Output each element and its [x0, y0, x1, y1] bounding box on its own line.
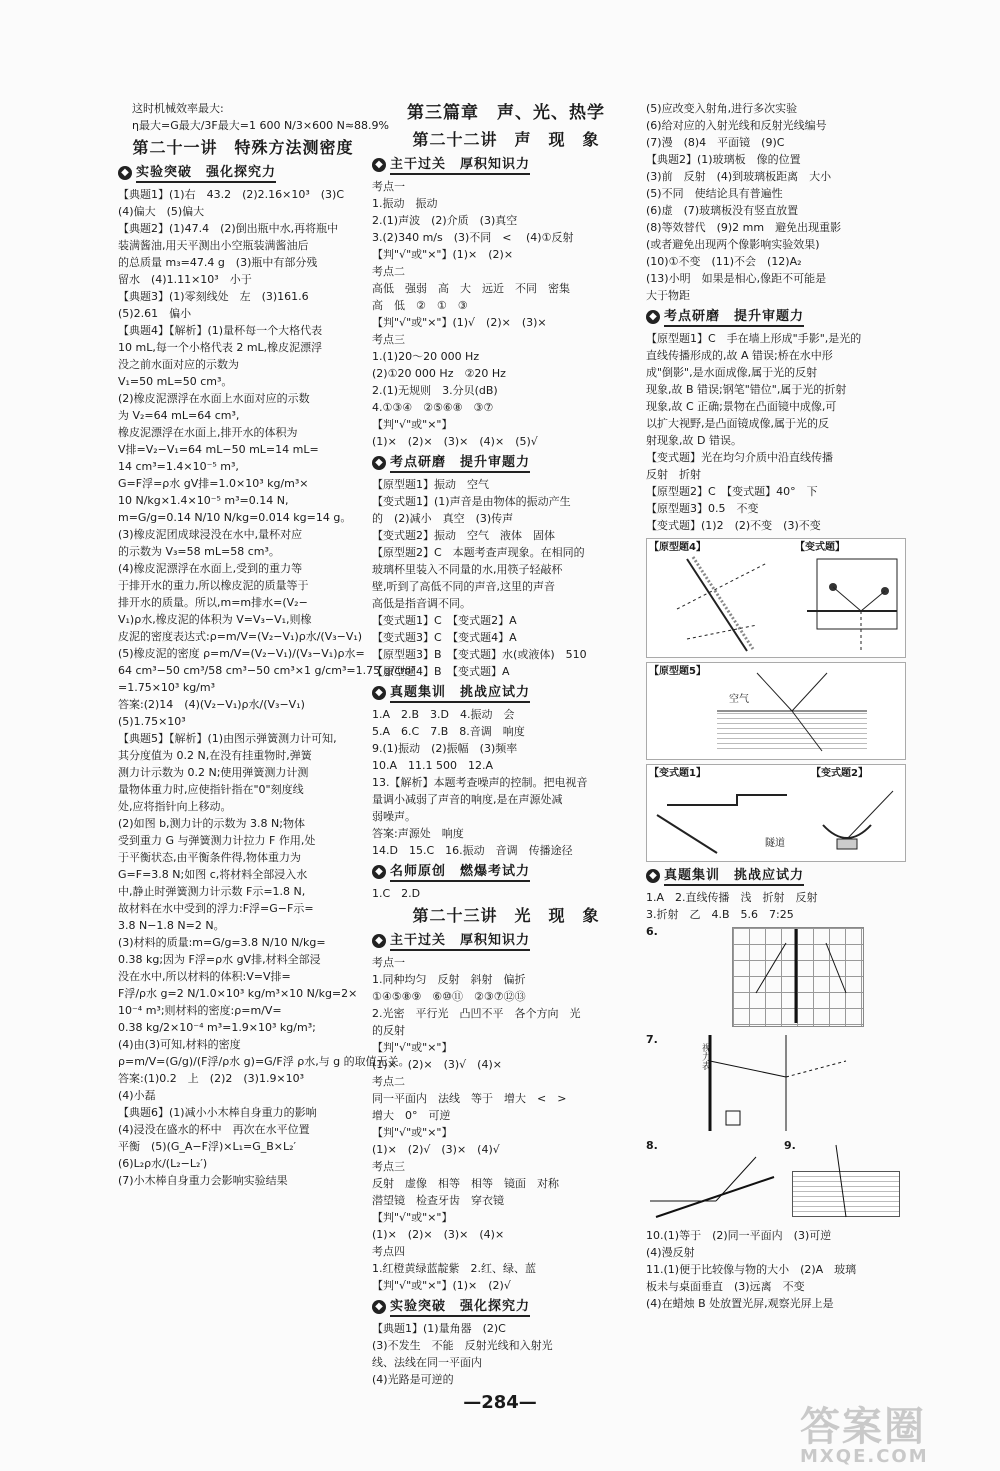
diamond-icon: ◆ [372, 686, 386, 700]
text-line: ρ=m/V=(G/g)/(F浮/ρ水 g)=G/F浮 ρ水,与 g 的取值无关。 [118, 1055, 410, 1068]
text-line: 于平衡状态,由平衡条件得,物体重力为 [118, 851, 301, 864]
answer-lines [646, 889, 906, 923]
section-banner: ◆ 名师原创 燃爆考试力 [372, 862, 640, 882]
text-line: 玻璃杯里装入不同量的水,用筷子轻敲杯 [372, 563, 563, 576]
text-line: 【原型题2】C 【变式题】40° 下 [646, 485, 818, 498]
text-line: 考点二 [372, 265, 405, 278]
text-line: (3)不发生 不能 反射光线和入射光 [372, 1339, 553, 1352]
diamond-icon: ◆ [372, 158, 386, 172]
text-line: 【典题5】【解析】(1)由图示弹簧测力计可知, [118, 732, 337, 745]
text-line: 量物体重力时,应使指针指在"0"刻度线 [118, 783, 304, 796]
answer-lines [646, 330, 906, 534]
text-line: 【原型题2】C 本题考查声现象。在相同的 [372, 546, 585, 559]
text-line: 现象,故 B 错误;钢笔"错位",属于光的折射 [646, 383, 847, 396]
section-banner: ◆ 主干过关 厚积知识力 [372, 155, 640, 175]
text-line: 考点一 [372, 956, 405, 969]
text-line: 皮泥的密度表达式:ρ=m/V=(V₂−V₁)ρ水/(V₃−V₁) [118, 630, 363, 643]
diamond-icon: ◆ [118, 166, 132, 180]
text-line: 2.光密 平行光 凸凹不平 各个方向 光 [372, 1007, 581, 1020]
text-line: 射现象,故 D 错误。 [646, 434, 742, 447]
text-line: 2.(1)声波 (2)介质 (3)真空 [372, 214, 518, 227]
text-line: 留水 (4)1.11×10³ 小于 [118, 273, 252, 286]
text-line: 【判"√"或"×"】(1)× (2)√ [372, 1279, 511, 1292]
text-line: 【变式题3】C 【变式题4】A [372, 631, 517, 644]
text-line: 11.(1)便于比较像与物的大小 (2)A 玻璃 [646, 1263, 857, 1276]
q6-ray-diagram [646, 923, 906, 1031]
text-line: 同一平面内 法线 等于 增大 < > [372, 1092, 567, 1105]
text-line: 10⁻⁴ m³;则材料的密度:ρ=m/V= [118, 1004, 282, 1017]
text-line: 【判"√"或"×"】 [372, 1041, 453, 1054]
q8-q9-diagram [646, 1137, 906, 1227]
text-line: 3.(2)340 m/s (3)不同 < (4)①反射 [372, 231, 574, 244]
text-line: 成"倒影",是水面成像,属于光的反射 [646, 366, 818, 379]
text-line: 【原型题4】B 【变式题】A [372, 665, 510, 678]
text-line: 平衡 (5)(G_A−F浮)×L₁=G_B×L₂′ [118, 1140, 297, 1153]
text-line: 【变式题1】(1)声音是由物体的振动产生 [372, 495, 571, 508]
text-line: 没之前水面对应的示数为 [118, 358, 239, 371]
text-line: G=F浮=ρ水 gV排=1.0×10³ kg/m³× [118, 477, 309, 490]
text-line: (3)前 反射 (4)到玻璃板距离 大小 [646, 170, 832, 183]
text-line: G=F=3.8 N;如图 c,将材料全部浸入水 [118, 868, 308, 881]
text-line: 没在水中,所以材料的体积:V=V排= [118, 970, 291, 983]
text-line: 【判"√"或"×"】(1)× (2)× [372, 248, 514, 261]
section-banner: ◆ 实验突破 强化探究力 [372, 1297, 640, 1317]
text-line: 的示数为 V₃=58 mL=58 cm³。 [118, 545, 280, 558]
figure-q6: 6. [646, 923, 906, 1031]
text-line: 【判"√"或"×"】(1)√ (2)× (3)× [372, 316, 547, 329]
text-line: 【原型题1】振动 空气 [372, 478, 489, 491]
text-line: 以扩大视野,是凸面镜成像,属于光的反 [646, 417, 829, 430]
diamond-icon: ◆ [646, 869, 660, 883]
text-line: 大于物距 [646, 289, 690, 302]
q7-ray-diagram [646, 1031, 906, 1137]
chapter-title: 第三篇章 声、光、热学 [407, 103, 605, 123]
text-line: 答案:(2)14 (4)(V₂−V₁)ρ水/(V₃−V₁) [118, 698, 305, 711]
answer-lines [372, 885, 640, 902]
text-line: (4)由(3)可知,材料的密度 [118, 1038, 241, 1051]
text-line: V₁=50 mL=50 cm³。 [118, 375, 233, 388]
text-line: 考点四 [372, 1245, 405, 1258]
section-banner: ◆ 考点研磨 提升审题力 [646, 307, 906, 327]
answer-lines [372, 1320, 640, 1388]
text-line: (1)× (2)× (3)× (4)× (5)√ [372, 435, 538, 448]
text-line: (1)× (2)√ (3)× (4)√ [372, 1143, 500, 1156]
page-number: —284— [463, 1392, 537, 1413]
figure-variants: 【变式题1】 【变式题2】 隧道 [646, 764, 906, 862]
text-line: 这时机械效率最大: [132, 102, 224, 115]
text-line: m=G/g=0.14 N/10 N/kg=0.014 kg=14 g。 [118, 511, 352, 524]
text-line: 处,应将指针向上移动。 [118, 800, 232, 813]
text-line: (4)偏大 (5)偏大 [118, 205, 205, 218]
text-line: 现象,故 C 正确;景物在凸面镜中成像,可 [646, 400, 837, 413]
lecture-23-title: 第二十三讲 光 现 象 [412, 906, 600, 925]
text-line: (4)光路是可逆的 [372, 1373, 454, 1386]
diamond-icon: ◆ [372, 456, 386, 470]
text-line: (2)如图 b,测力计的示数为 3.8 N;物体 [118, 817, 305, 830]
text-line: 橡皮泥漂浮在水面上,排开水的体积为 [118, 426, 298, 439]
text-line: 考点二 [372, 1075, 405, 1088]
text-line: 1.(1)20～20 000 Hz [372, 350, 480, 363]
mirror-diagram [647, 539, 905, 655]
text-line: 【变式题】光在均匀介质中沿直线传播 [646, 451, 833, 464]
text-line: (8)等效替代 (9)2 mm 避免出现重影 [646, 221, 842, 234]
watermark-logo: 答案圈 MXQE.COM [800, 1404, 929, 1467]
text-line: 其分度值为 0.2 N,在没有挂重物时,弹簧 [118, 749, 312, 762]
text-line: (4)小磊 [118, 1089, 156, 1102]
text-line: 考点一 [372, 180, 405, 193]
text-line: 的反射 [372, 1024, 405, 1037]
text-line: 【原型题1】C 手在墙上形成"手影",是光的 [646, 332, 862, 345]
text-line: 排开水的质量。所以,m=m排水=(V₂− [118, 596, 308, 609]
section-banner: ◆ 考点研磨 提升审题力 [372, 453, 640, 473]
text-line: 10.(1)等于 (2)同一平面内 (3)可逆 [646, 1229, 832, 1242]
text-line: 【典题3】(1)零刻线处 左 (3)161.6 [118, 290, 309, 303]
text-line: 1.A 2.直线传播 浅 折射 反射 [646, 891, 818, 904]
text-line: ①④⑤⑧⑨ ⑥⑩⑪ ②③⑦⑫⑬ [372, 990, 526, 1003]
section-banner: ◆ 真题集训 挑战应试力 [372, 683, 640, 703]
text-line: (5)2.61 偏小 [118, 307, 192, 320]
text-line: 1.红橙黄绿蓝靛紫 2.红、绿、蓝 [372, 1262, 536, 1275]
text-line: 板未与桌面垂直 (3)远离 不变 [646, 1280, 805, 1293]
text-line: (2)①20 000 Hz ②20 Hz [372, 367, 506, 380]
text-line: 【原型题3】0.5 不变 [646, 502, 759, 515]
diamond-icon: ◆ [372, 934, 386, 948]
text-line: 【典题2】(1)玻璃板 像的位置 [646, 153, 801, 166]
text-line: 10 N/kg×1.4×10⁻⁵ m³=0.14 N, [118, 494, 289, 507]
text-line: (4)浸没在盛水的杯中 再次在水平位置 [118, 1123, 310, 1136]
lecture-22-title: 第二十二讲 声 现 象 [412, 130, 600, 149]
text-line: (6)给对应的入射光线和反射光线编号 [646, 119, 827, 132]
text-line: (1)× (2)× (3)× (4)× [372, 1228, 505, 1241]
answer-lines [372, 178, 640, 450]
text-line: (7)小木棒自身重力会影响实验结果 [118, 1174, 288, 1187]
text-line: 考点三 [372, 1160, 405, 1173]
text-line: 测力计示数为 0.2 N;使用弹簧测力计测 [118, 766, 309, 779]
text-line: 装满酱油,用天平测出小空瓶装满酱油后 [118, 239, 309, 252]
text-line: (10)①不变 (11)不会 (12)A₂ [646, 255, 802, 268]
text-line: 【原型题3】B 【变式题】水(或液体) 510 [372, 648, 587, 661]
refraction-diagram [647, 663, 905, 757]
text-line: 【变式题】(1)2 (2)不变 (3)不变 [646, 519, 821, 532]
diamond-icon: ◆ [372, 1300, 386, 1314]
section-banner: ◆ 真题集训 挑战应试力 [646, 866, 906, 886]
text-line: 反射 折射 [646, 468, 701, 481]
text-line: 3.折射 乙 4.B 5.6 7:25 [646, 908, 794, 921]
text-line: (5)橡皮泥的密度 ρ=m/V=(V₂−V₁)/(V₃−V₁)ρ水= [118, 647, 365, 660]
text-line: (3)橡皮泥团成球浸没在水中,量杯对应 [118, 528, 303, 541]
text-line: 高 低 ② ① ③ [372, 299, 468, 312]
text-line: 10.A 11.1 500 12.A [372, 759, 494, 772]
text-line: 3.8 N−1.8 N=2 N。 [118, 919, 225, 932]
text-line: (6)虚 (7)玻璃板没有竖直放置 [646, 204, 799, 217]
text-line: 高低 强弱 高 大 远近 不同 密集 [372, 282, 570, 295]
text-line: (3)材料的质量:m=G/g=3.8 N/10 N/kg= [118, 936, 326, 949]
text-line: 高低是指音调不同。 [372, 597, 471, 610]
text-line: (5)1.75×10³ [118, 715, 186, 728]
text-line: 潜望镜 检查牙齿 穿衣镜 [372, 1194, 504, 1207]
diamond-icon: ◆ [372, 865, 386, 879]
text-line: 5.A 6.C 7.B 8.音调 响度 [372, 725, 525, 738]
section-banner: ◆ 实验突破 强化探究力 [118, 163, 368, 183]
text-line: 故材料在水中受到的浮力:F浮=G−F示= [118, 902, 314, 915]
variant-diagram [647, 765, 905, 859]
text-line: 壁,听到了高低不同的声音,这里的声音 [372, 580, 555, 593]
diamond-icon: ◆ [646, 310, 660, 324]
answer-lines [372, 476, 640, 680]
text-line: 64 cm³−50 cm³/58 cm³−50 cm³×1 g/cm³=1.75 g/cm³ [118, 664, 416, 677]
text-line: 增大 0° 可逆 [372, 1109, 451, 1122]
figure-q7: 7. 视力表 [646, 1031, 906, 1137]
text-line: 1.C 2.D [372, 887, 421, 900]
text-line: 0.38 kg;因为 F浮=ρ水 gV排,材料全部浸 [118, 953, 321, 966]
text-line: F浮/ρ水 g=2 N/1.0×10³ kg/m³×10 N/kg=2× [118, 987, 358, 1000]
text-line: (7)漫 (8)4 平面镜 (9)C [646, 136, 785, 149]
answer-lines [372, 706, 640, 859]
section-banner: ◆ 主干过关 厚积知识力 [372, 931, 640, 951]
text-line: 线、法线在同一平面内 [372, 1356, 482, 1369]
figure-q8-q9: 8. 9. [646, 1137, 906, 1227]
text-line: 【典题1】(1)量角器 (2)C [372, 1322, 506, 1335]
text-line: (或者避免出现两个像影响实验效果) [646, 238, 820, 251]
text-line: 【变式题2】振动 空气 液体 固体 [372, 529, 555, 542]
text-line: 答案:声源处 响度 [372, 827, 464, 840]
text-line: 受到重力 G 与弹簧测力计拉力 F 作用,处 [118, 834, 316, 847]
text-line: 直线传播形成的,故 A 错误;桥在水中形 [646, 349, 833, 362]
text-line: 【典题2】(1)47.4 (2)倒出瓶中水,再将瓶中 [118, 222, 339, 235]
text-line: η最大=G最大/3F最大=1 600 N/3×600 N≈88.9% [132, 119, 389, 132]
text-line: (4)在蜡烛 B 处放置光屏,观察光屏上是 [646, 1297, 834, 1310]
text-line: 1.A 2.B 3.D 4.振动 会 [372, 708, 515, 721]
text-line: V排=V₂−V₁=64 mL−50 mL=14 mL= [118, 443, 319, 456]
text-line: 中,静止时弹簧测力计示数 F示=1.8 N, [118, 885, 306, 898]
text-line: =1.75×10³ kg/m³ [118, 681, 216, 694]
column-right [646, 100, 906, 1312]
answer-lines [646, 100, 906, 304]
answer-lines [372, 954, 640, 1294]
figure-mirror-diagrams: 【原型题4】 【变式题】 [646, 538, 906, 658]
text-line: 9.(1)振动 (2)振幅 (3)频率 [372, 742, 518, 755]
text-line: (5)应改变入射角,进行多次实验 [646, 102, 798, 115]
text-line: 【典题4】【解析】(1)量杯每一个大格代表 [118, 324, 323, 337]
text-line: (5)不同 使结论具有普遍性 [646, 187, 783, 200]
text-line: 的 (2)减小 真空 (3)传声 [372, 512, 514, 525]
text-line: 4.①③④ ②⑤⑥⑧ ③⑦ [372, 401, 494, 414]
text-line: 【典题6】(1)减小小木棒自身重力的影响 [118, 1106, 317, 1119]
text-line: 2.(1)无规则 3.分贝(dB) [372, 384, 498, 397]
text-line: 【变式题1】C 【变式题2】A [372, 614, 517, 627]
text-line: 为 V₂=64 mL=64 cm³, [118, 409, 240, 422]
text-line: 答案:(1)0.2 上 (2)2 (3)1.9×10³ [118, 1072, 305, 1085]
text-line: (6)L₂ρ水/(L₂−L₂′) [118, 1157, 208, 1170]
figure-refraction: 【原型题5】 空气 [646, 662, 906, 760]
text-line: (4)橡皮泥漂浮在水面上,受到的重力等 [118, 562, 303, 575]
text-line: 1.振动 振动 [372, 197, 438, 210]
text-line: 14 cm³=1.4×10⁻⁵ m³, [118, 460, 239, 473]
text-line: 【典题1】(1)右 43.2 (2)2.16×10³ (3)C [118, 188, 345, 201]
text-line: (1)× (2)× (3)√ (4)× [372, 1058, 502, 1071]
text-line: 【判"√"或"×"】 [372, 418, 453, 431]
text-line: 【判"√"或"×"】 [372, 1126, 453, 1139]
text-line: 弱噪声。 [372, 810, 416, 823]
text-line: (4)漫反射 [646, 1246, 695, 1259]
text-line: 10 mL,每一个小格代表 2 mL,橡皮泥漂浮 [118, 341, 323, 354]
text-line: 1.同种均匀 反射 斜射 偏折 [372, 973, 526, 986]
text-line: 量调小减弱了声音的响度,是在声源处减 [372, 793, 563, 806]
answer-lines [646, 1227, 906, 1312]
efficiency-lines [118, 100, 389, 134]
text-line: (13)小明 如果是相心,像距不可能是 [646, 272, 827, 285]
text-line: 于排开水的重力,所以橡皮泥的质量等于 [118, 579, 309, 592]
text-line: 考点三 [372, 333, 405, 346]
text-line: 13.【解析】本题考查噪声的控制。把电视音 [372, 776, 588, 789]
text-line: (2)橡皮泥漂浮在水面上水面对应的示数 [118, 392, 310, 405]
column-middle [372, 100, 640, 1388]
text-line: 【判"√"或"×"】 [372, 1211, 453, 1224]
lecture-21-title: 第二十一讲 特殊方法测密度 [132, 138, 354, 157]
text-line: 反射 虚像 相等 相等 镜面 对称 [372, 1177, 559, 1190]
text-line: 14.D 15.C 16.振动 音调 传播途径 [372, 844, 573, 857]
text-line: 的总质量 m₃=47.4 g (3)瓶中有部分残 [118, 256, 318, 269]
text-line: 0.38 kg/2×10⁻⁴ m³=1.9×10³ kg/m³; [118, 1021, 316, 1034]
text-line: V₁)ρ水,橡皮泥的体积为 V=V₃−V₁,则橡 [118, 613, 312, 626]
